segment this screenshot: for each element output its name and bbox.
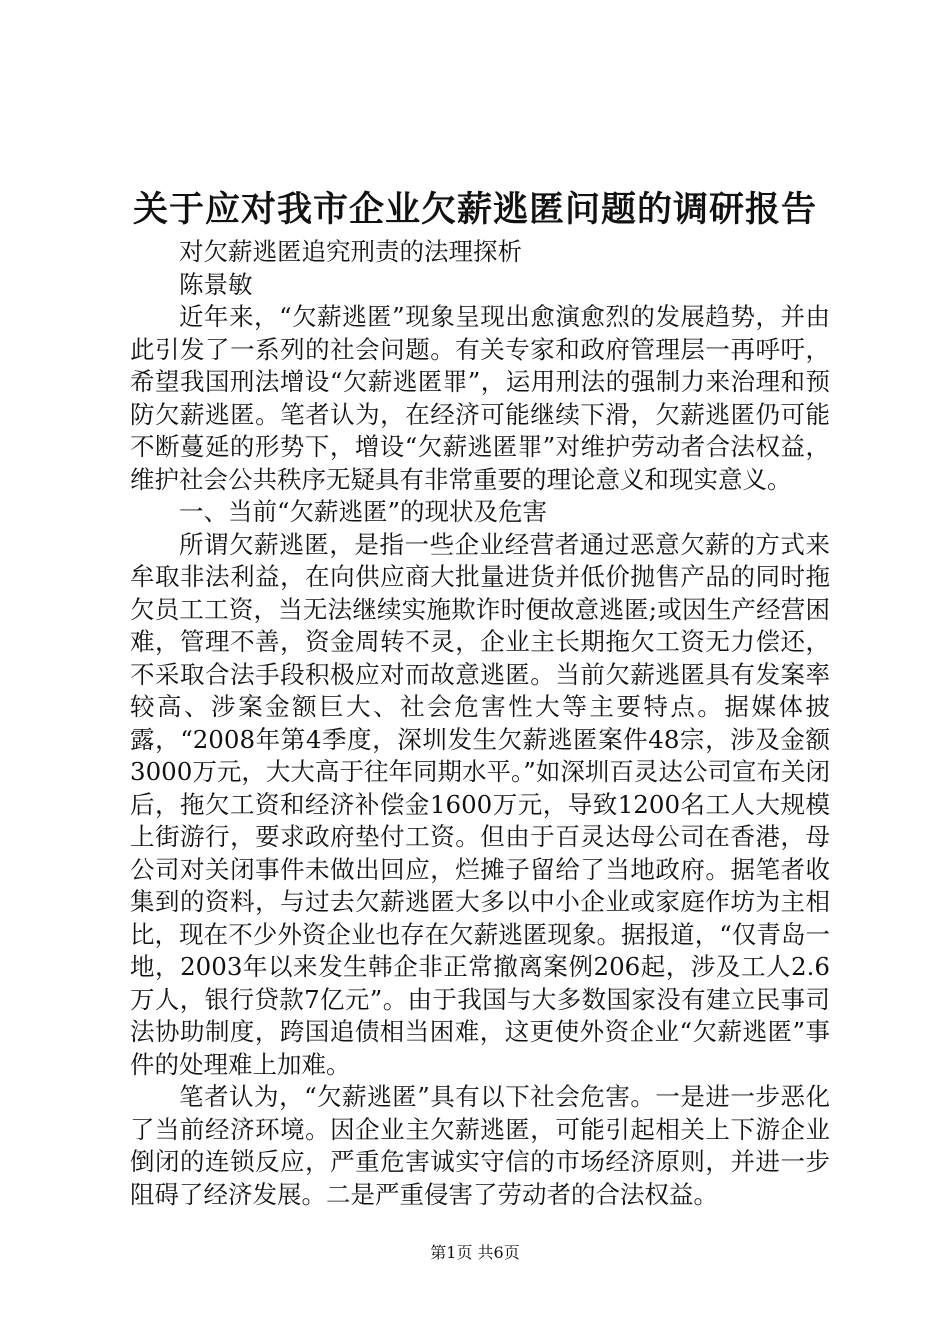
subtitle: 对欠薪逃匿追究刑责的法理探析 <box>179 237 522 266</box>
page-number-footer: 第1页 共6页 <box>430 1243 520 1262</box>
document-title: 关于应对我市企业欠薪逃匿问题的调研报告 <box>132 189 817 230</box>
document-body <box>130 236 830 1211</box>
paragraph-harms: 笔者认为，“欠薪逃匿”具有以下社会危害。一是进一步恶化了当前经济环境。因企业主欠薪逃匿，可能引起相关上下游企业倒闭的连锁反应，严重危害诚实守信的市场经济原则，并进一步阻碍了经济发展。二是严重侵害了劳动者的合法权益。 <box>130 1082 830 1209</box>
paragraph-intro: 近年来，“欠薪逃匿”现象呈现出愈演愈烈的发展趋势，并由此引发了一系列的社会问题。有关专家和政府管理层一再呼吁，希望我国刑法增设“欠薪逃匿罪”，运用刑法的强制力来治理和预防欠薪逃匿。笔者认为，在经济可能继续下滑，欠薪逃匿仍可能不断蔓延的形势下，增设“欠薪逃匿罪”对维护劳动者合法权益，维护社会公共秩序无疑具有非常重要的理论意义和现实意义。 <box>130 302 830 494</box>
author: 陈景敏 <box>179 269 253 299</box>
section-heading: 一、当前“欠薪逃匿”的现状及危害 <box>179 497 548 526</box>
paragraph-definition: 所谓欠薪逃匿，是指一些企业经营者通过恶意欠薪的方式来牟取非法利益，在向供应商大批量进货并低价抛售产品的同时拖欠员工工资，当无法继续实施欺诈时便故意逃匿;或因生产经营困难，管理不善，资金周转不灵，企业主长期拖欠工资无力偿还，不采取合法手段积极应对而故意逃匿。当前欠薪逃匿具有发案率较高、涉案金额巨大、社会危害性大等主要特点。据媒体披露，“2008年第4季度，深圳发生欠薪逃匿案件48宗，涉及金额3000万元，大大高于往年同期水平。”如深圳百灵达公司宣布关闭后，拖欠工资和经济补偿金1600万元，导致1200名工人大规模上街游行，要求政府垫付工资。但由于百灵达母公司在香港，母公司对关闭事件未做出回应，烂摊子留给了当地政府。据笔者收集到的资料，与过去欠薪逃匿大多以中小企业或家庭作坊为主相比，现在不少外资企业也存在欠薪逃匿现象。据报道，“仅青岛一地，2003年以来发生韩企非正常撤离案例206起，涉及工人2.6万人，银行贷款7亿元”。由于我国与大多数国家没有建立民事司法协助制度，跨国追债相当困难，这更使外资企业“欠薪逃匿”事件的处理难上加难。 <box>130 529 830 1079</box>
